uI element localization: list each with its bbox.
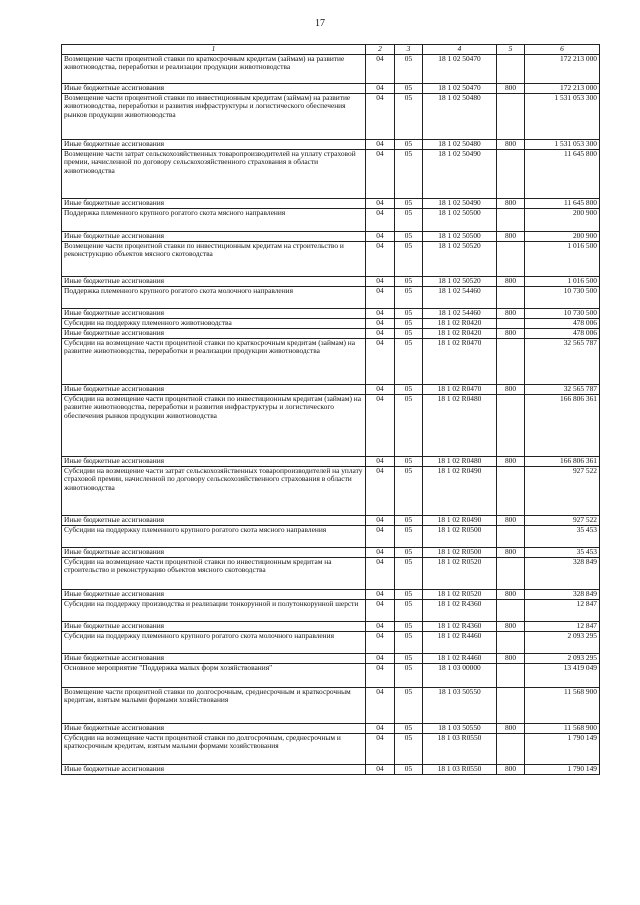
column-header-target-article: 4	[423, 45, 497, 55]
cell-section: 04	[366, 456, 395, 466]
cell-expense-type: 800	[497, 231, 525, 241]
cell-expense-type	[497, 631, 525, 653]
cell-target-article: 18 1 02 R0480	[423, 394, 497, 456]
cell-amount: 328 849	[525, 557, 600, 589]
cell-name: Иные бюджетные ассигнования	[62, 547, 366, 557]
cell-name: Иные бюджетные ассигнования	[62, 308, 366, 318]
table-row	[62, 589, 600, 599]
cell-amount: 10 730 500	[525, 308, 600, 318]
cell-subsection: 05	[395, 93, 423, 139]
table-row	[62, 764, 600, 774]
cell-name: Субсидии на возмещение части процентной ставки по инвестиционным кредитам на строительство и реконструкцию объектов мясного скотоводства	[62, 557, 366, 589]
cell-amount: 12 847	[525, 599, 600, 621]
table-row	[62, 149, 600, 198]
cell-subsection: 05	[395, 384, 423, 394]
cell-amount: 166 806 361	[525, 394, 600, 456]
cell-amount: 32 565 787	[525, 338, 600, 384]
table-row	[62, 621, 600, 631]
cell-section: 04	[366, 139, 395, 149]
cell-expense-type: 800	[497, 328, 525, 338]
cell-name: Иные бюджетные ассигнования	[62, 653, 366, 663]
cell-section: 04	[366, 286, 395, 308]
cell-amount: 1 531 053 300	[525, 139, 600, 149]
cell-subsection: 05	[395, 663, 423, 687]
table-row	[62, 328, 600, 338]
cell-name: Иные бюджетные ассигнования	[62, 139, 366, 149]
cell-target-article: 18 1 02 50500	[423, 208, 497, 231]
page-number: 17	[315, 18, 325, 29]
cell-amount: 2 093 295	[525, 631, 600, 653]
cell-section: 04	[366, 547, 395, 557]
cell-target-article: 18 1 02 R4460	[423, 631, 497, 653]
cell-section: 04	[366, 208, 395, 231]
cell-target-article: 18 1 02 R0480	[423, 456, 497, 466]
cell-target-article: 18 1 03 R0550	[423, 733, 497, 764]
cell-amount: 328 849	[525, 589, 600, 599]
cell-subsection: 05	[395, 308, 423, 318]
cell-amount: 35 453	[525, 547, 600, 557]
cell-name: Субсидии на поддержку племенного крупного рогатого скота мясного направления	[62, 525, 366, 547]
cell-expense-type	[497, 241, 525, 276]
cell-subsection: 05	[395, 328, 423, 338]
cell-subsection: 05	[395, 149, 423, 198]
cell-target-article: 18 1 02 R0470	[423, 338, 497, 384]
cell-subsection: 05	[395, 557, 423, 589]
cell-amount: 172 213 000	[525, 54, 600, 83]
column-header-name: 1	[62, 45, 366, 55]
cell-section: 04	[366, 198, 395, 208]
cell-subsection: 05	[395, 515, 423, 525]
cell-amount: 172 213 000	[525, 83, 600, 93]
cell-name: Субсидии на возмещение части процентной ставки по инвестиционным кредитам (займам) на развитие животноводства, переработки и развития инфраструктуры и логистического обеспечения рынков продукции животноводства	[62, 394, 366, 456]
cell-amount: 1 016 500	[525, 276, 600, 286]
cell-subsection: 05	[395, 733, 423, 764]
table-row	[62, 286, 600, 308]
cell-name: Субсидии на возмещение части процентной ставки по долгосрочным, среднесрочным и краткосрочным кредитам, взятым малыми формами хозяйствования	[62, 733, 366, 764]
cell-section: 04	[366, 557, 395, 589]
cell-target-article: 18 1 03 00000	[423, 663, 497, 687]
table-row	[62, 631, 600, 653]
cell-expense-type	[497, 318, 525, 328]
table-row	[62, 384, 600, 394]
cell-section: 04	[366, 308, 395, 318]
cell-name: Субсидии на поддержку племенного крупного рогатого скота молочного направления	[62, 631, 366, 653]
cell-expense-type	[497, 733, 525, 764]
cell-target-article: 18 1 02 R0520	[423, 589, 497, 599]
cell-expense-type: 800	[497, 723, 525, 733]
table-row	[62, 525, 600, 547]
table-row	[62, 308, 600, 318]
header-row	[62, 45, 600, 55]
cell-amount: 32 565 787	[525, 384, 600, 394]
cell-section: 04	[366, 384, 395, 394]
cell-target-article: 18 1 02 R0420	[423, 318, 497, 328]
cell-subsection: 05	[395, 139, 423, 149]
cell-target-article: 18 1 02 R4360	[423, 599, 497, 621]
cell-name: Иные бюджетные ассигнования	[62, 276, 366, 286]
cell-section: 04	[366, 241, 395, 276]
table-row	[62, 547, 600, 557]
cell-expense-type	[497, 149, 525, 198]
cell-amount: 927 522	[525, 515, 600, 525]
table-row	[62, 318, 600, 328]
cell-section: 04	[366, 149, 395, 198]
table-row	[62, 83, 600, 93]
cell-name: Поддержка племенного крупного рогатого скота мясного направления	[62, 208, 366, 231]
cell-section: 04	[366, 83, 395, 93]
cell-subsection: 05	[395, 208, 423, 231]
cell-section: 04	[366, 764, 395, 774]
table-row	[62, 687, 600, 723]
cell-name: Основное мероприятие "Поддержка малых форм хозяйствования"	[62, 663, 366, 687]
cell-target-article: 18 1 02 50470	[423, 83, 497, 93]
cell-subsection: 05	[395, 83, 423, 93]
cell-name: Возмещение части процентной ставки по инвестиционным кредитам на строительство и реконструкцию объектов мясного скотоводства	[62, 241, 366, 276]
cell-expense-type	[497, 466, 525, 515]
cell-section: 04	[366, 93, 395, 139]
table-row	[62, 723, 600, 733]
cell-expense-type	[497, 286, 525, 308]
table-row	[62, 733, 600, 764]
cell-section: 04	[366, 318, 395, 328]
cell-amount: 166 806 361	[525, 456, 600, 466]
table-row	[62, 557, 600, 589]
cell-subsection: 05	[395, 54, 423, 83]
table-row	[62, 198, 600, 208]
cell-amount: 478 006	[525, 318, 600, 328]
table-row	[62, 93, 600, 139]
cell-target-article: 18 1 02 50490	[423, 149, 497, 198]
cell-amount: 11 645 800	[525, 149, 600, 198]
cell-amount: 13 419 049	[525, 663, 600, 687]
cell-expense-type	[497, 687, 525, 723]
cell-subsection: 05	[395, 231, 423, 241]
cell-expense-type: 800	[497, 764, 525, 774]
cell-target-article: 18 1 02 50520	[423, 276, 497, 286]
cell-amount: 200 900	[525, 208, 600, 231]
cell-amount: 200 900	[525, 231, 600, 241]
table-row	[62, 394, 600, 456]
cell-expense-type	[497, 93, 525, 139]
cell-name: Возмещение части процентной ставки по долгосрочным, среднесрочным и краткосрочным кредитам, взятым малыми формами хозяйствования	[62, 687, 366, 723]
cell-expense-type	[497, 663, 525, 687]
cell-subsection: 05	[395, 276, 423, 286]
cell-target-article: 18 1 02 R0490	[423, 515, 497, 525]
column-header-expense-type: 5	[497, 45, 525, 55]
cell-amount: 927 522	[525, 466, 600, 515]
cell-subsection: 05	[395, 687, 423, 723]
cell-target-article: 18 1 02 50480	[423, 93, 497, 139]
table-row	[62, 515, 600, 525]
cell-amount: 1 531 053 300	[525, 93, 600, 139]
cell-target-article: 18 1 02 50480	[423, 139, 497, 149]
cell-subsection: 05	[395, 599, 423, 621]
cell-subsection: 05	[395, 653, 423, 663]
cell-subsection: 05	[395, 318, 423, 328]
cell-name: Субсидии на поддержку производства и реализации тонкорунной и полутонкорунной шерсти	[62, 599, 366, 621]
table-row	[62, 276, 600, 286]
cell-section: 04	[366, 394, 395, 456]
cell-name: Возмещение части процентной ставки по инвестиционным кредитам (займам) на развитие животноводства, переработки и развития инфраструктуры и логистического обеспечения рынков продукции животноводства	[62, 93, 366, 139]
cell-subsection: 05	[395, 286, 423, 308]
cell-expense-type	[497, 54, 525, 83]
cell-subsection: 05	[395, 466, 423, 515]
cell-expense-type: 800	[497, 456, 525, 466]
cell-target-article: 18 1 02 R0470	[423, 384, 497, 394]
cell-subsection: 05	[395, 723, 423, 733]
cell-subsection: 05	[395, 456, 423, 466]
cell-name: Иные бюджетные ассигнования	[62, 723, 366, 733]
table-row	[62, 456, 600, 466]
cell-section: 04	[366, 466, 395, 515]
cell-section: 04	[366, 723, 395, 733]
cell-section: 04	[366, 621, 395, 631]
cell-section: 04	[366, 525, 395, 547]
table-row	[62, 241, 600, 276]
table-row	[62, 208, 600, 231]
cell-subsection: 05	[395, 631, 423, 653]
cell-name: Субсидии на поддержку племенного животноводства	[62, 318, 366, 328]
cell-target-article: 18 1 03 50550	[423, 723, 497, 733]
cell-target-article: 18 1 02 54460	[423, 308, 497, 318]
cell-section: 04	[366, 733, 395, 764]
cell-expense-type: 800	[497, 589, 525, 599]
cell-target-article: 18 1 02 50500	[423, 231, 497, 241]
cell-target-article: 18 1 02 R4360	[423, 621, 497, 631]
cell-expense-type	[497, 557, 525, 589]
cell-section: 04	[366, 663, 395, 687]
cell-subsection: 05	[395, 589, 423, 599]
cell-amount: 2 093 295	[525, 653, 600, 663]
budget-table	[61, 44, 600, 775]
cell-target-article: 18 1 03 50550	[423, 687, 497, 723]
cell-expense-type	[497, 599, 525, 621]
cell-name: Иные бюджетные ассигнования	[62, 384, 366, 394]
cell-section: 04	[366, 231, 395, 241]
cell-amount: 35 453	[525, 525, 600, 547]
cell-amount: 1 790 149	[525, 733, 600, 764]
cell-amount: 11 645 800	[525, 198, 600, 208]
cell-expense-type: 800	[497, 653, 525, 663]
cell-amount: 12 847	[525, 621, 600, 631]
cell-name: Иные бюджетные ассигнования	[62, 328, 366, 338]
cell-target-article: 18 1 02 R0500	[423, 525, 497, 547]
table-row	[62, 663, 600, 687]
cell-name: Возмещение части затрат сельскохозяйственных товаропроизводителей на уплату страховой премии, начисленной по договору сельскохозяйственного страхования в области животноводства	[62, 149, 366, 198]
cell-section: 04	[366, 515, 395, 525]
cell-expense-type	[497, 394, 525, 456]
cell-subsection: 05	[395, 547, 423, 557]
cell-expense-type	[497, 208, 525, 231]
table-row	[62, 54, 600, 83]
cell-name: Субсидии на возмещение части процентной ставки по краткосрочным кредитам (займам) на развитие животноводства, переработки и реализации продукции животноводства	[62, 338, 366, 384]
table-row	[62, 231, 600, 241]
cell-expense-type: 800	[497, 276, 525, 286]
cell-target-article: 18 1 02 R0420	[423, 328, 497, 338]
cell-expense-type: 800	[497, 83, 525, 93]
cell-target-article: 18 1 02 R0520	[423, 557, 497, 589]
cell-amount: 1 016 500	[525, 241, 600, 276]
cell-target-article: 18 1 02 50520	[423, 241, 497, 276]
cell-subsection: 05	[395, 621, 423, 631]
cell-section: 04	[366, 589, 395, 599]
cell-expense-type: 800	[497, 515, 525, 525]
cell-amount: 1 790 149	[525, 764, 600, 774]
table-row	[62, 338, 600, 384]
table-row	[62, 139, 600, 149]
cell-expense-type: 800	[497, 139, 525, 149]
cell-subsection: 05	[395, 394, 423, 456]
cell-target-article: 18 1 02 R0500	[423, 547, 497, 557]
table-row	[62, 466, 600, 515]
cell-name: Иные бюджетные ассигнования	[62, 515, 366, 525]
cell-name: Иные бюджетные ассигнования	[62, 764, 366, 774]
cell-target-article: 18 1 02 50490	[423, 198, 497, 208]
cell-section: 04	[366, 338, 395, 384]
cell-name: Возмещение части процентной ставки по краткосрочным кредитам (займам) на развитие животноводства, переработки и реализации продукции животноводства	[62, 54, 366, 83]
cell-name: Иные бюджетные ассигнования	[62, 198, 366, 208]
cell-name: Поддержка племенного крупного рогатого скота молочного направления	[62, 286, 366, 308]
cell-subsection: 05	[395, 338, 423, 384]
cell-name: Субсидии на возмещение части затрат сельскохозяйственных товаропроизводителей на уплату страховой премии, начисленной по договору сельскохозяйственного страхования в области животноводства	[62, 466, 366, 515]
cell-expense-type: 800	[497, 384, 525, 394]
cell-target-article: 18 1 02 R4460	[423, 653, 497, 663]
cell-amount: 10 730 500	[525, 286, 600, 308]
cell-name: Иные бюджетные ассигнования	[62, 621, 366, 631]
cell-subsection: 05	[395, 198, 423, 208]
cell-amount: 478 006	[525, 328, 600, 338]
cell-section: 04	[366, 54, 395, 83]
column-header-subsection: 3	[395, 45, 423, 55]
cell-expense-type: 800	[497, 621, 525, 631]
table-row	[62, 599, 600, 621]
cell-expense-type: 800	[497, 198, 525, 208]
cell-target-article: 18 1 03 R0550	[423, 764, 497, 774]
cell-section: 04	[366, 599, 395, 621]
cell-name: Иные бюджетные ассигнования	[62, 231, 366, 241]
cell-amount: 11 568 900	[525, 723, 600, 733]
column-header-amount: 6	[525, 45, 600, 55]
cell-target-article: 18 1 02 54460	[423, 286, 497, 308]
cell-amount: 11 568 900	[525, 687, 600, 723]
cell-name: Иные бюджетные ассигнования	[62, 456, 366, 466]
cell-expense-type: 800	[497, 547, 525, 557]
cell-name: Иные бюджетные ассигнования	[62, 589, 366, 599]
cell-expense-type	[497, 338, 525, 384]
cell-section: 04	[366, 276, 395, 286]
column-header-section: 2	[366, 45, 395, 55]
cell-subsection: 05	[395, 764, 423, 774]
cell-subsection: 05	[395, 525, 423, 547]
cell-subsection: 05	[395, 241, 423, 276]
cell-section: 04	[366, 631, 395, 653]
cell-section: 04	[366, 328, 395, 338]
cell-section: 04	[366, 653, 395, 663]
cell-expense-type	[497, 525, 525, 547]
cell-name: Иные бюджетные ассигнования	[62, 83, 366, 93]
table-row	[62, 653, 600, 663]
cell-target-article: 18 1 02 R0490	[423, 466, 497, 515]
cell-section: 04	[366, 687, 395, 723]
cell-target-article: 18 1 02 50470	[423, 54, 497, 83]
cell-expense-type: 800	[497, 308, 525, 318]
